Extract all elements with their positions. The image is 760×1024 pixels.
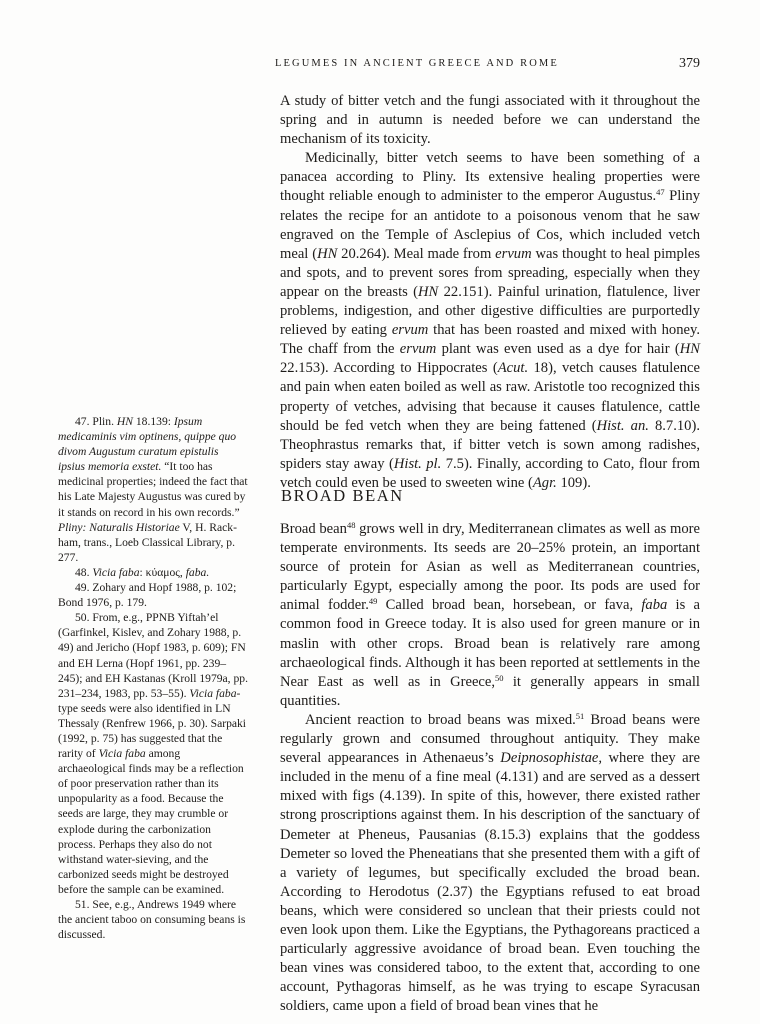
text-run: Ancient reaction to broad beans was mixed.: [305, 711, 576, 728]
citation-abbrev: HN: [317, 245, 338, 262]
latin-term: ervum: [399, 341, 437, 358]
margin-notes: [58, 414, 248, 942]
latin-term: faba: [641, 597, 668, 614]
text-run: 48.: [75, 565, 93, 579]
footnote-48: [58, 565, 248, 580]
text-run: -type seeds were also identified in LN Thessaly (Renfrew 1966, p. 30). Sarpaki (1992, p. 75) has suggested that the rarity of: [58, 686, 247, 761]
text-run: 20.264). Meal made from: [337, 245, 496, 262]
paragraph: [280, 149, 700, 493]
text-run: 8.7.10). Theophrastus remarks that, if bitter vetch is sown among radishes, spiders stay away (: [280, 417, 700, 472]
footnote-49: 49. Zohary and Hopf 1988, p. 102; Bond 1976, p. 179.: [58, 581, 237, 610]
text-run: 22.153). According to Hippocrates (: [280, 360, 498, 377]
text-run: Medicinally, bitter vetch seems to have been something of a panacea according to Pliny. Its extensive healing properties were thought reliable enough to administer to the emperor Augustus.: [280, 150, 700, 205]
text-run: 109).: [556, 474, 591, 491]
page-number: 379: [679, 56, 700, 71]
text-run: where they are included in the menu of a fine meal (4.131) and are served as a dessert mixed with figs (4.139). In spite of this, however, there existed rather strong proscriptions against them. In his description of the sanctuary of Demeter at Pheneus, Pausanias (8.15.3) explains that the goddess Demeter so loved the Pheneatians that she presented them with a gift of a variety of legumes, but specifically excluded the broad bean. According to Herodotus (2.37) the Egyptians refused to eat broad beans, which were considered so unclean that their priests could not even look upon them. Like the Egyptians, the Pythagoreans practiced a particularly aggressive avoidance of broad bean. Even touching the bean vines was considered taboo, to the extent that, according to one account, Pythagoras himself, as he was trying to escape Syracusan soldiers, came upon a field of broad bean vines that he: [280, 750, 700, 1015]
footnote-47: [58, 414, 248, 565]
footnote-ref: 47: [656, 187, 665, 198]
citation-abbrev: Acut.: [497, 360, 529, 377]
work-title: Pliny: Naturalis Historiae: [58, 520, 180, 534]
citation-abbrev: Hist. an.: [596, 417, 649, 434]
latin-term: faba.: [185, 565, 210, 579]
section-heading: BROAD BEAN: [281, 486, 404, 505]
text-run: 50. From, e.g., PPNB Yiftah’el (Garfinkel, Kislev, and Zohary 1988, p. 49) and Jericho (Hopf 1983, p. 609); FN and EH Lerna (Hopf 1961, pp. 239–245); and EH Kastanas (Kroll 1979a, pp. 231–234, 1983, pp. 53–55).: [58, 611, 248, 700]
text-run: Broad bean: [280, 521, 347, 537]
footnote-ref: 48: [346, 520, 356, 530]
paragraph: [280, 711, 700, 1017]
text-run: is a common food in Greece today. It is also used for green manure or in maslin with other crops. Broad bean is relatively rare among archaeological finds. Although it has been reported at settlements in the Near East as well as in Greece,: [280, 597, 700, 690]
text-run: 18), vetch causes flatulence and pain when eaten boiled as well as raw. Aristotle too recognized this property of vetches, advising that because it causes flatulence, cattle should be fed vetch when they are being fattened (: [280, 360, 700, 434]
citation-abbrev: HN: [418, 283, 439, 300]
body-text-bottom: [280, 520, 700, 1016]
citation-abbrev: Hist. pl.: [393, 455, 442, 472]
footnote-50: [58, 610, 248, 897]
paragraph: [280, 92, 700, 149]
text-run: Broad beans were regularly grown and consumed throughout antiquity. They make several appearances in Athenaeus’s: [280, 711, 700, 767]
text-run: grows well in dry, Mediterranean climates as well as more temperate environments. Its seeds are 20–25% protein, an important source of protein for Asian as well as Mediterranean countries, particularly Egypt, especially among the poor. Its pods are used for animal fodder.: [280, 521, 700, 614]
text-run: was thought to heal pimples and spots, and to prevent sores from spreading, especially when they appear on the breasts (: [280, 245, 701, 300]
running-head: LEGUMES IN ANCIENT GREECE AND ROME: [275, 58, 559, 69]
latin-term: Vicia faba: [98, 747, 146, 761]
work-title: Deipnosophistae,: [500, 750, 603, 767]
text-run: that has been roasted and mixed with honey. The chaff from the: [280, 322, 700, 358]
text-run: 18.139:: [132, 415, 174, 428]
footnote-51: 51. See, e.g., Andrews 1949 where the ancient taboo on consuming beans is discussed.: [58, 898, 246, 942]
latin-quote: Ipsum medicaminis vim optinens, quippe quo divom Augustum curatum epistulis ipsius memoria exstet.: [58, 415, 237, 474]
text-run: 47. Plin.: [75, 415, 117, 428]
footnote-ref: 49: [368, 596, 378, 607]
text-run: Called broad bean, horsebean, or fava,: [377, 597, 642, 614]
text-run: 7.5). Finally, according to Cato, flour from vetch could even be used to sweeten wine (: [280, 455, 700, 491]
text-run: it generally appears in small quantities.: [280, 673, 700, 709]
latin-term: Vicia faba: [189, 686, 237, 700]
citation-abbrev: HN: [116, 415, 133, 428]
text-run: plant was even used as a dye for hair (: [436, 341, 680, 358]
latin-term: Vicia faba: [92, 565, 140, 579]
text-run: : κύαμος,: [139, 565, 186, 579]
paragraph: [280, 520, 700, 711]
body-text-top: [280, 92, 700, 493]
text-run: A study of bitter vetch and the fungi associated with it throughout the spring and in autumn is needed before we can understand the mechanism of its toxicity.: [280, 93, 700, 148]
text-run: Pliny relates the recipe for an antidote to a poisonous venom that he saw engraved on the Temple of Asclepius of Cos, which included vetch meal (: [280, 188, 701, 262]
citation-abbrev: HN: [679, 341, 700, 358]
footnote-ref: 51: [575, 710, 585, 721]
latin-term: ervum: [391, 322, 429, 339]
latin-term: ervum: [495, 245, 532, 262]
footnote-ref: 50: [495, 672, 504, 683]
text-run: “It too has medicinal properties; indeed the fact that his Late Majesty Augustus was cured by it stands on record in his own records.”: [58, 460, 248, 519]
text-run: among archaeological finds may be a reflection of poor preservation rather than its unpopularity as a food. Because the seeds are large, they may crumble or explode during the carbonization process. Perhaps they also do not withstand water-sieving, and the carbonized seeds might be destroyed before the sample can be examined.: [58, 747, 244, 896]
citation-abbrev: Agr.: [532, 474, 557, 491]
text-run: V, H. Rackham, trans., Loeb Classical Library, p. 277.: [58, 520, 237, 564]
text-run: 22.151). Painful urination, flatulence, liver problems, indigestion, and other digestive difficulties are purportedly relieved by eating: [280, 283, 700, 339]
